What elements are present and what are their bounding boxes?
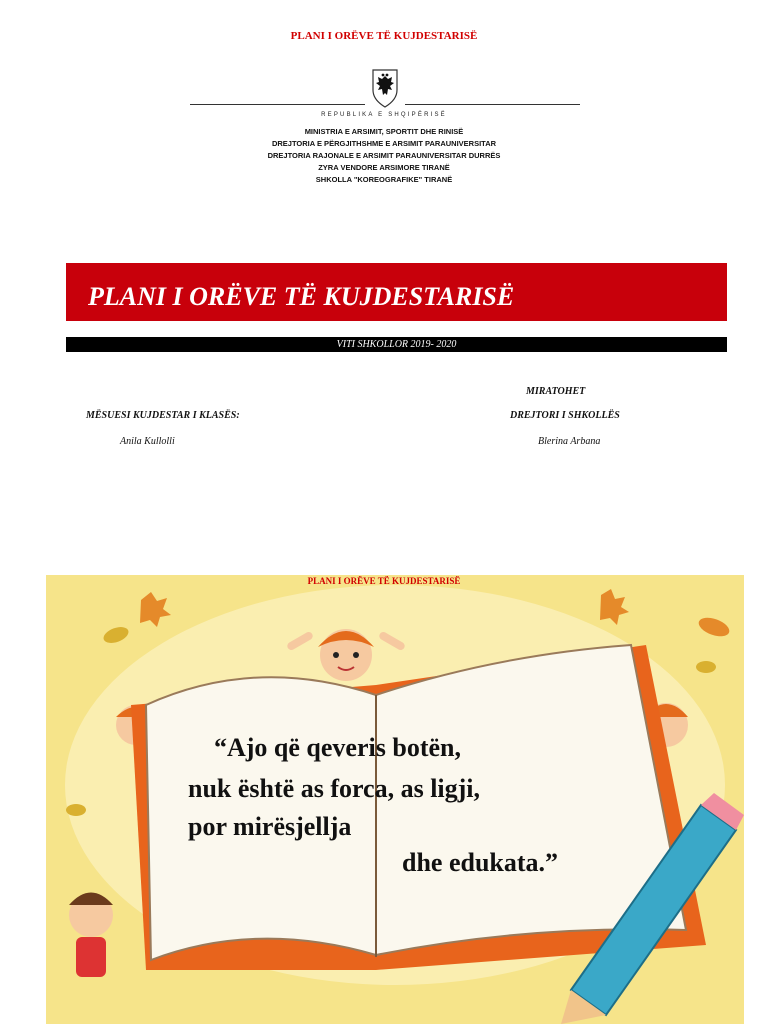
institution-line: DREJTORIA E PËRGJITHSHME E ARSIMIT PARAUNIVERSITAR: [271, 139, 497, 148]
header-rule-right: [405, 104, 580, 105]
institution-line: MINISTRIA E ARSIMIT, SPORTIT DHE RINISË: [304, 127, 464, 136]
cover-heading: PLANI I ORËVE TË KUJDESTARISË: [307, 576, 461, 586]
institution-line: DREJTORIA RAJONALE E ARSIMIT PARAUNIVERSITAR DURRËS: [267, 151, 501, 160]
director-role: DREJTORI I SHKOLLËS: [510, 410, 620, 421]
document-header-title: PLANI I ORËVE TË KUJDESTARISË: [290, 30, 478, 42]
document-title: PLANI I ORËVE TË KUJDESTARISË: [88, 282, 515, 311]
teacher-role: MËSUESI KUJDESTAR I KLASËS:: [86, 410, 240, 421]
school-year: VITI SHKOLLOR 2019- 2020: [336, 339, 457, 350]
quote-line: “Ajo që qeveris botën,: [214, 733, 461, 762]
institution-line: ZYRA VENDORE ARSIMORE TIRANË: [318, 163, 450, 172]
institutions-list: [0, 126, 768, 186]
quote-line: nuk është as forca, as ligji,: [188, 774, 481, 803]
teacher-name: Anila Kullolli: [120, 436, 175, 447]
approval-label: MIRATOHET: [526, 386, 586, 397]
republic-label: REPUBLIKA E SHQIPËRISË: [321, 112, 447, 118]
quote-line: por mirësjellja: [188, 812, 352, 841]
quote-line: dhe edukata.”: [402, 848, 559, 877]
director-name: Blerina Arbana: [538, 436, 601, 447]
header-rule-left: [190, 104, 365, 105]
institution-line: SHKOLLA "KOREOGRAFIKE" TIRANË: [315, 175, 453, 184]
albanian-eagle-emblem-icon: [370, 68, 400, 108]
